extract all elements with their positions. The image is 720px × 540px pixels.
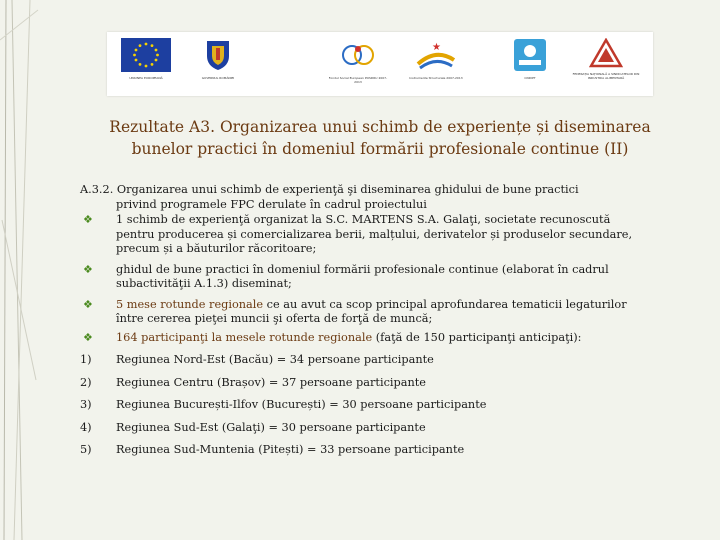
list-item: ❖ 164 participanţi la mesele rotunde regionale (faţă de 150 participanţi anticipaţi): xyxy=(83,330,582,344)
item-number: 1) xyxy=(80,353,92,366)
item-number: 2) xyxy=(80,375,92,389)
highlight-text: 164 participanţi la mesele rotunde regionale xyxy=(116,330,373,344)
svg-text:★: ★ xyxy=(432,42,441,53)
instrumente-structurale-logo: ★ Instrumente Structurale 2007-2013 xyxy=(405,38,467,80)
logo-strip xyxy=(107,32,653,96)
diamond-bullet-icon: ❖ xyxy=(83,213,93,226)
highlight-text: 5 mese rotunde regionale xyxy=(116,297,264,311)
list-item: ❖ 1 schimb de experienţă organizat la S.C. MARTENS S.A. Galaţi, societate recunoscută pentru producerea și comercializarea berii, malțului, derivatelor și produselor secundare, precum și a băuturilor răcoritoare; xyxy=(83,213,633,255)
numbered-item: 4) Regiunea Sud-Est (Galaţi) = 30 persoane participante xyxy=(80,420,426,434)
item-number: 5) xyxy=(80,443,92,456)
coat-of-arms-icon xyxy=(204,38,232,72)
item-number: 4) xyxy=(80,420,92,434)
numbered-item: 1) Regiunea Nord-Est (Bacău) = 34 persoane participante xyxy=(80,353,434,366)
heading-line-1: A.3.2. Organizarea unui schimb de experienţă şi diseminarea ghidului de bune practici xyxy=(80,183,579,196)
content-body xyxy=(80,183,705,458)
numbered-item: 2) Regiunea Centru (Brașov) = 37 persoane participante xyxy=(80,375,426,389)
diamond-bullet-icon: ❖ xyxy=(83,262,93,276)
heading-line-2: privind programele FPC derulate în cadrul proiectului xyxy=(116,197,427,211)
triangle-emblem-icon xyxy=(589,38,623,68)
section-heading xyxy=(80,183,705,212)
numbered-item: 5) Regiunea Sud-Muntenia (Pitești) = 33 persoane participante xyxy=(80,443,465,456)
title-line-1: Rezultate A3. Organizarea unui schimb de experiențe și diseminarea xyxy=(109,118,651,136)
eu-flag-icon xyxy=(121,38,171,72)
fse-icon xyxy=(337,38,379,72)
numbered-item: 3) Regiunea București-Ilfov (București) = 30 persoane participante xyxy=(80,398,487,411)
stars-wave-icon xyxy=(414,38,458,72)
government-logo: GUVERNUL ROMÂNIEI xyxy=(195,38,241,80)
eu-logo: UNIUNEA EUROPEANĂ xyxy=(117,38,175,80)
cndipt-icon xyxy=(513,38,547,72)
cndipt-logo: CNDIPT xyxy=(509,38,551,80)
title-line-2: bunelor practici în domeniul formării profesionale continue (II) xyxy=(131,140,629,158)
diamond-bullet-icon: ❖ xyxy=(83,330,93,344)
fse-logo: Fondul Social European POSDRU 2007-2013 xyxy=(327,38,389,84)
diamond-bullet-icon: ❖ xyxy=(83,297,93,311)
list-item: ❖ ghidul de bune practici în domeniul formării profesionale continue (elaborat în cadrul subactivităţii A.1.3) diseminat; xyxy=(83,262,609,290)
page-title xyxy=(60,116,700,160)
decorative-lines xyxy=(0,0,40,540)
federatie-logo: FEDERAȚIA NAȚIONALĂ A SINDICATELOR DIN INDUSTRIA ALIMENTARĂ xyxy=(571,38,641,80)
list-item: ❖ 5 mese rotunde regionale ce au avut ca scop principal aprofundarea tematicii legaturilor între cererea pieţei muncii şi oferta de forţă de muncă; xyxy=(83,297,627,325)
item-number: 3) xyxy=(80,398,92,411)
